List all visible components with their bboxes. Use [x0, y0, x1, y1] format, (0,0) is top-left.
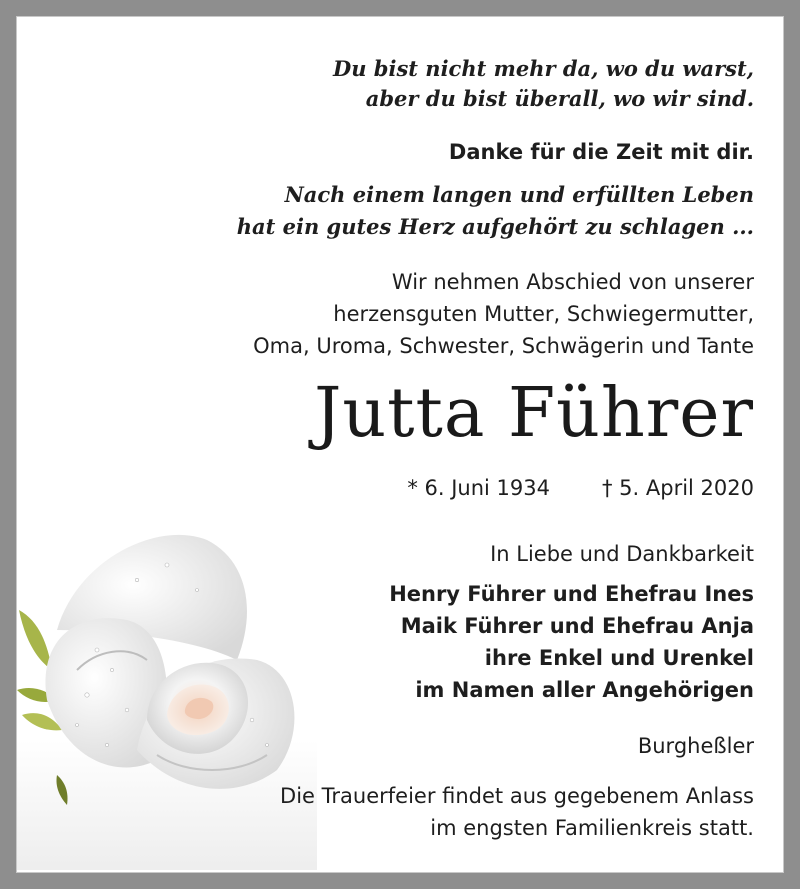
mourner-line: Henry Führer und Ehefrau Ines — [389, 582, 754, 606]
mourner-line: Maik Führer und Ehefrau Anja — [400, 614, 754, 638]
closing-line: In Liebe und Dankbarkeit — [490, 542, 754, 566]
farewell-line-2: herzensguten Mutter, Schwiegermutter, — [333, 302, 754, 326]
funeral-note-line-1: Die Trauerfeier findet aus gegebenem Anlass — [280, 784, 754, 808]
poem-line-2: aber du bist überall, wo wir sind. — [365, 86, 754, 111]
farewell-line-1: Wir nehmen Abschied von unserer — [391, 270, 754, 294]
thanks-line: Danke für die Zeit mit dir. — [448, 140, 754, 164]
mourner-line: ihre Enkel und Urenkel — [484, 646, 754, 670]
white-rose-icon — [17, 520, 317, 870]
funeral-note-line-2: im engsten Familienkreis statt. — [430, 816, 754, 840]
verse-line-2: hat ein gutes Herz aufgehört zu schlagen ... — [236, 214, 754, 239]
life-dates — [407, 476, 754, 500]
verse-line-1: Nach einem langen und erfüllten Leben — [284, 182, 754, 207]
death-date: † 5. April 2020 — [601, 476, 754, 500]
mourner-line: im Namen aller Angehörigen — [415, 678, 754, 702]
place-name: Burgheßler — [637, 734, 754, 758]
farewell-line-3: Oma, Uroma, Schwester, Schwägerin und Tante — [253, 334, 754, 358]
birth-date: * 6. Juni 1934 — [407, 476, 550, 500]
deceased-name: Jutta Führer — [314, 374, 754, 453]
poem-line-1: Du bist nicht mehr da, wo du warst, — [333, 56, 754, 81]
